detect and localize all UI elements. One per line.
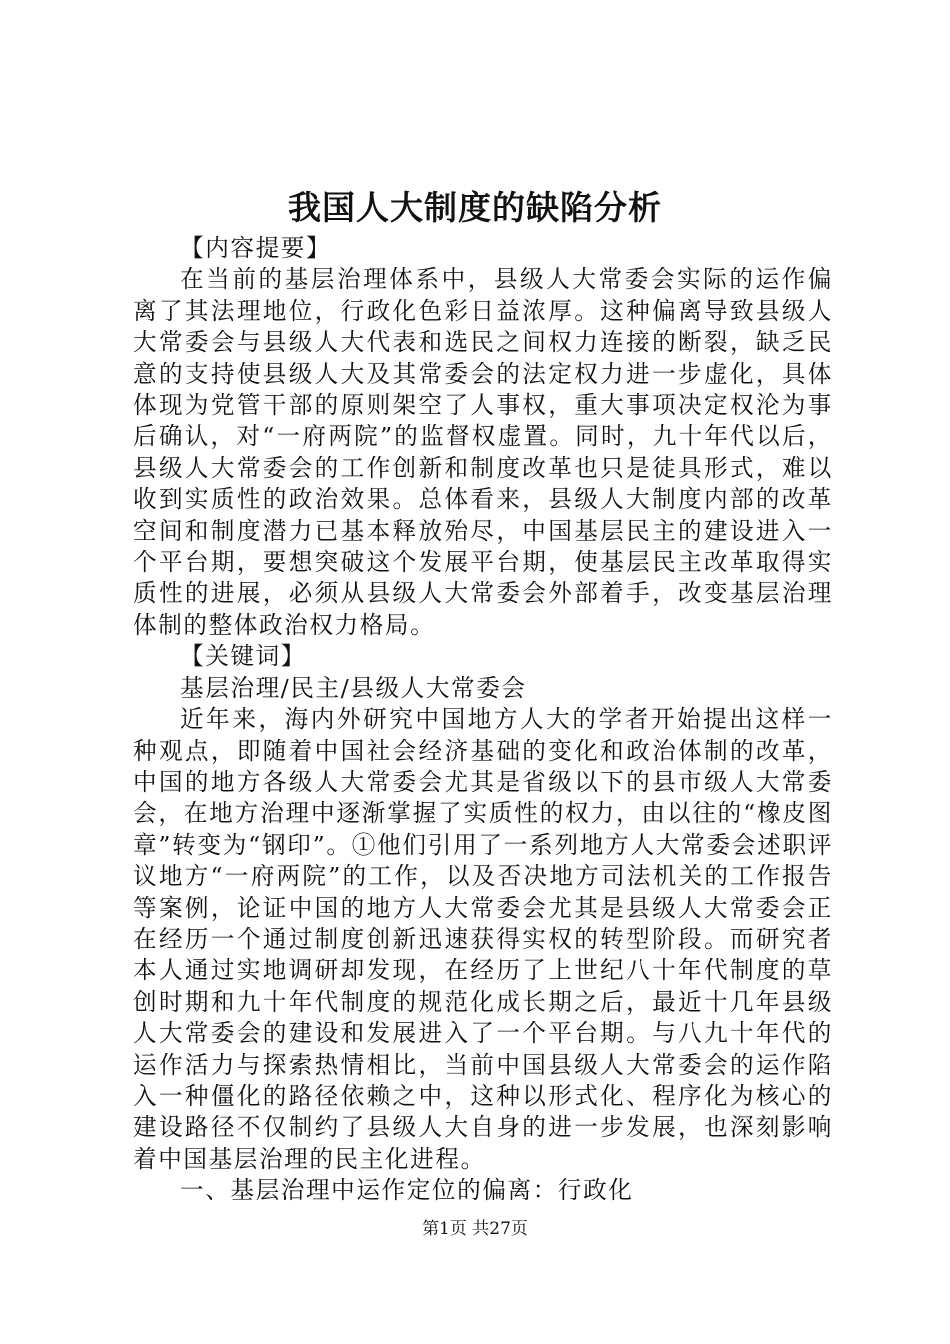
document-body bbox=[133, 233, 833, 1207]
section-heading: 一、基层治理中运作定位的偏离：行政化 bbox=[180, 1176, 634, 1205]
abstract-heading: 【内容提要】 bbox=[180, 234, 332, 262]
body-paragraph: 近年来，海内外研究中国地方人大的学者开始提出这样一种观点，即随着中国社会经济基础的变化和政治体制的改革，中国的地方各级人大常委会尤其是省级以下的县市级人大常委会，在地方治理中逐渐掌握了实质性的权力，由以往的“橡皮图章”转变为“钢印”。①他们引用了一系列地方人大常委会述职评议地方“一府两院”的工作，以及否决地方司法机关的工作报告等案例，论证中国的地方人大常委会尤其是县级人大常委会正在经历一个通过制度创新迅速获得实权的转型阶段。而研究者本人通过实地调研却发现，在经历了上世纪八十年代制度的草创时期和九十年代制度的规范化成长期之后，最近十几年县级人大常委会的建设和发展进入了一个平台期。与八九十年代的运作活力与探索热情相比，当前中国县级人大常委会的运作陷入一种僵化的路径依赖之中，这种以形式化、程序化为核心的建设路径不仅制约了县级人大自身的进一步发展，也深刻影响着中国基层治理的民主化进程。 bbox=[133, 705, 833, 1173]
keywords-heading: 【关键词】 bbox=[180, 642, 306, 671]
page-footer: 第1页 共27页 bbox=[422, 1219, 528, 1239]
document-title: 我国人大制度的缺陷分析 bbox=[288, 188, 662, 227]
abstract-paragraph: 在当前的基层治理体系中，县级人大常委会实际的运作偏离了其法理地位，行政化色彩日益浓厚。这种偏离导致县级人大常委会与县级人大代表和选民之间权力连接的断裂，缺乏民意的支持使县级人大及其常委会的法定权力进一步虚化，具体体现为党管干部的原则架空了人事权，重大事项决定权沦为事后确认，对“一府两院”的监督权虚置。同时，九十年代以后，县级人大常委会的工作创新和制度改革也只是徒具形式，难以收到实质性的政治效果。总体看来，县级人大制度内部的改革空间和制度潜力已基本释放殆尽，中国基层民主的建设进入一个平台期，要想突破这个发展平台期，使基层民主改革取得实质性的进展，必须从县级人大常委会外部着手，改变基层治理体制的整体政治权力格局。 bbox=[133, 265, 833, 639]
keywords-text: 基层治理/民主/县级人大常委会 bbox=[180, 673, 527, 702]
